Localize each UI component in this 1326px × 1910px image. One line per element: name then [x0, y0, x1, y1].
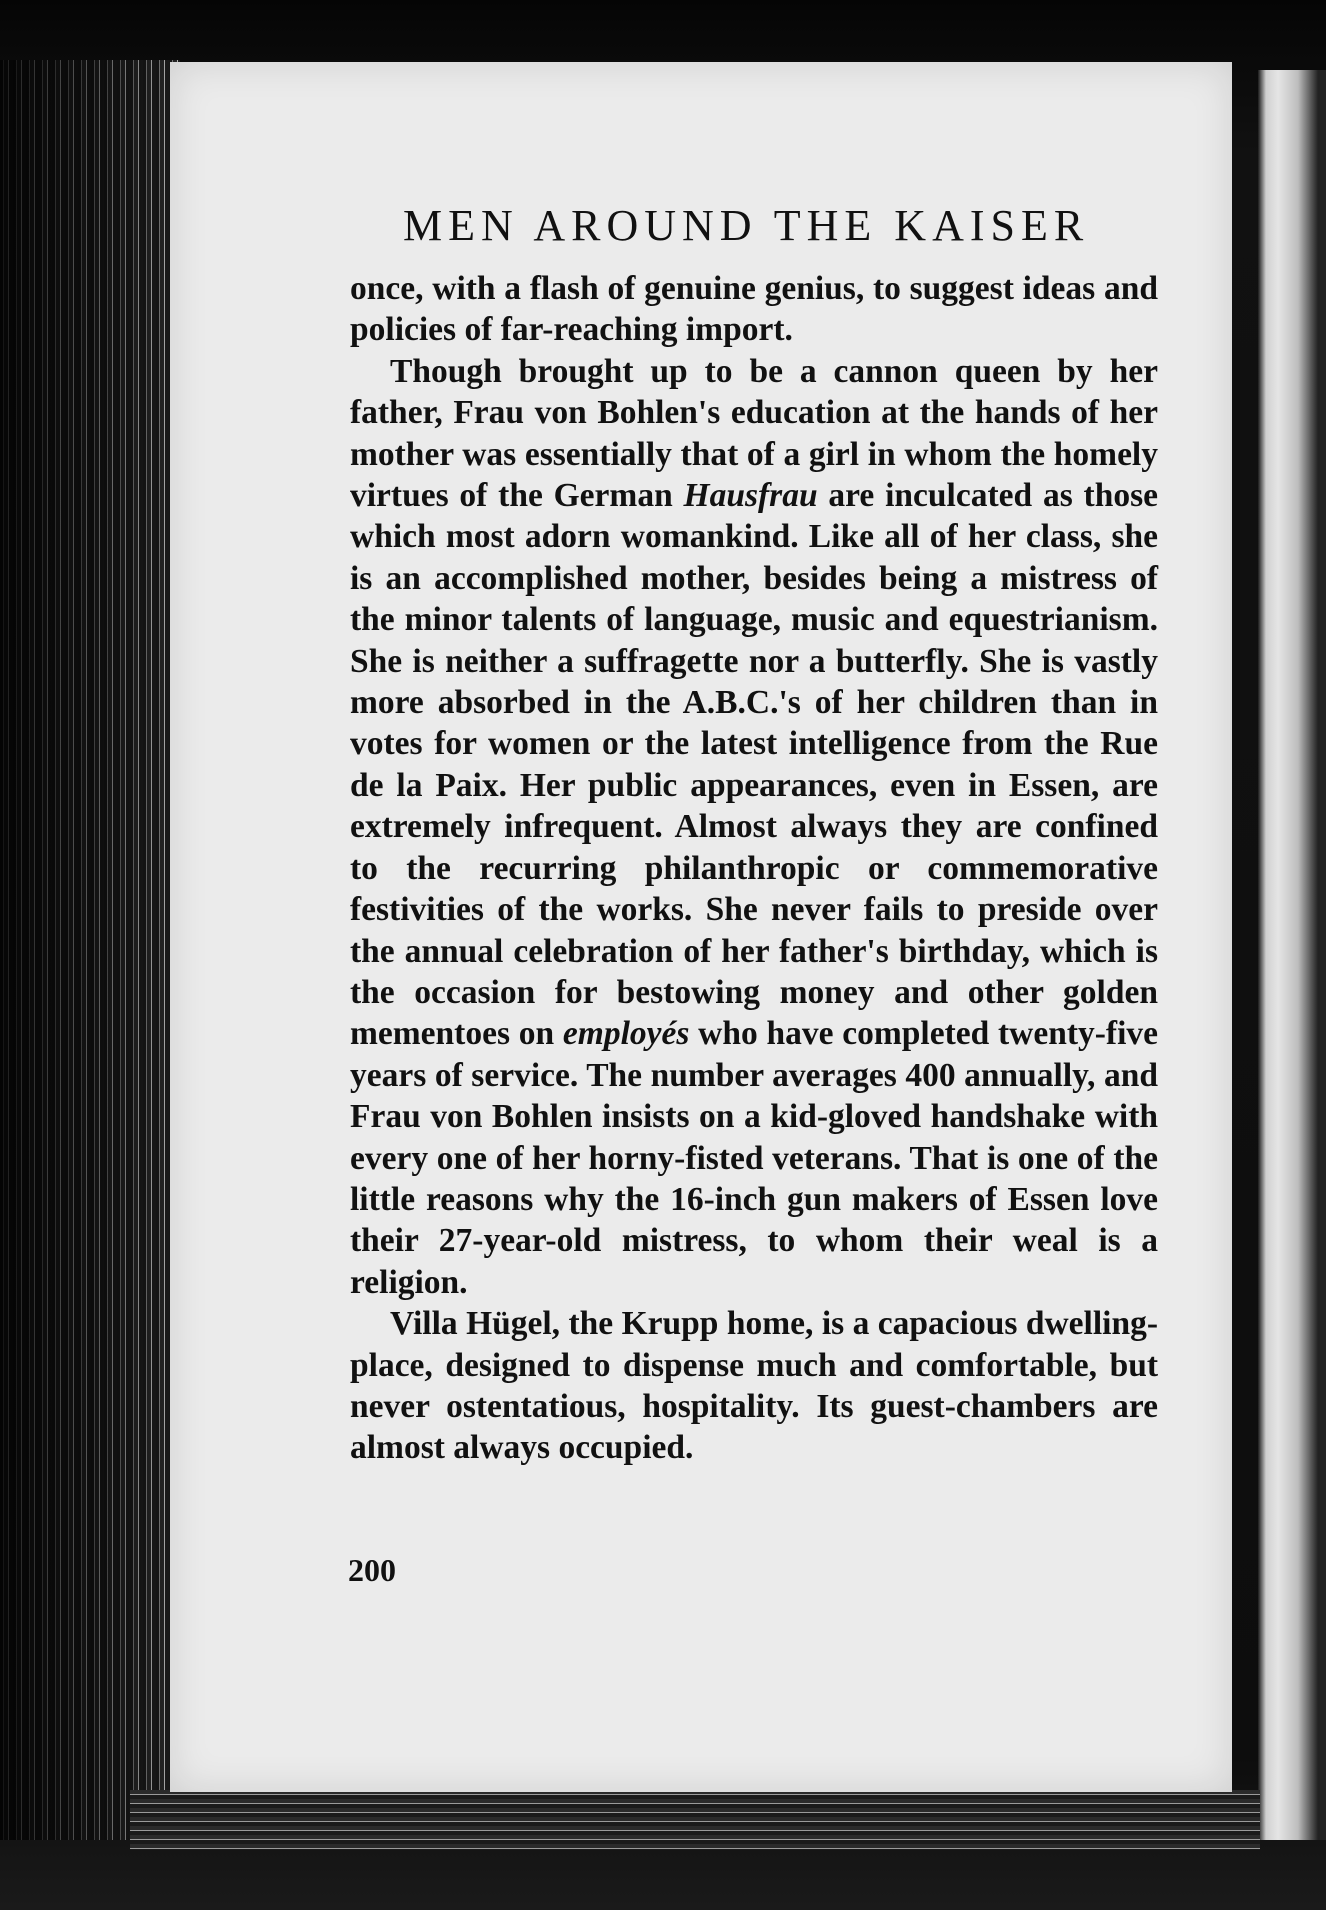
page-stack-bottom-edge [130, 1790, 1260, 1850]
facing-page-edge [1258, 70, 1326, 1840]
page-number: 200 [348, 1552, 396, 1588]
running-head: MEN AROUND THE KAISER [403, 201, 1090, 250]
paragraph-3: Villa Hügel, the Krupp home, is a capacious dwelling-place, designed to dispense much and comfortable, but never ostentatious, hospitality. Its guest-chambers are almost always occupied. [350, 1305, 1158, 1467]
paragraph-1: once, with a flash of genuine genius, to suggest ideas and policies of far-reaching import. [350, 270, 1158, 349]
paragraph-2: Though brought up to be a cannon queen by her father, Frau von Bohlen's education at the hands of her mother was essentially that of a girl in whom the homely virtues of the German Hausfrau are inculcated as those which most adorn womankind. Like all of her class, she is an accomplished mother, besides being a mistress of the minor talents of language, music and equestrianism. She is neither a suffragette nor a butterfly. She is vastly more absorbed in the A.B.C.'s of her children than in votes for women or the latest intelligence from the Rue de la Paix. Her public appearances, even in Essen, are extremely infrequent. Almost always they are confined to the recurring philanthropic or commemorative festivities of the works. She never fails to preside over the annual celebration of her father's birthday, which is the occasion for bestowing money and other golden mementoes on employés who have completed twenty-five years of service. The number averages 400 annually, and Frau von Bohlen insists on a kid-gloved handshake with every one of her horny-fisted veterans. That is one of the little reasons why the 16-inch gun makers of Essen love their 27-year-old mistress, to whom their weal is a religion. [350, 352, 1158, 1301]
binding-shadow [0, 60, 180, 1840]
page-body [350, 268, 1158, 1469]
